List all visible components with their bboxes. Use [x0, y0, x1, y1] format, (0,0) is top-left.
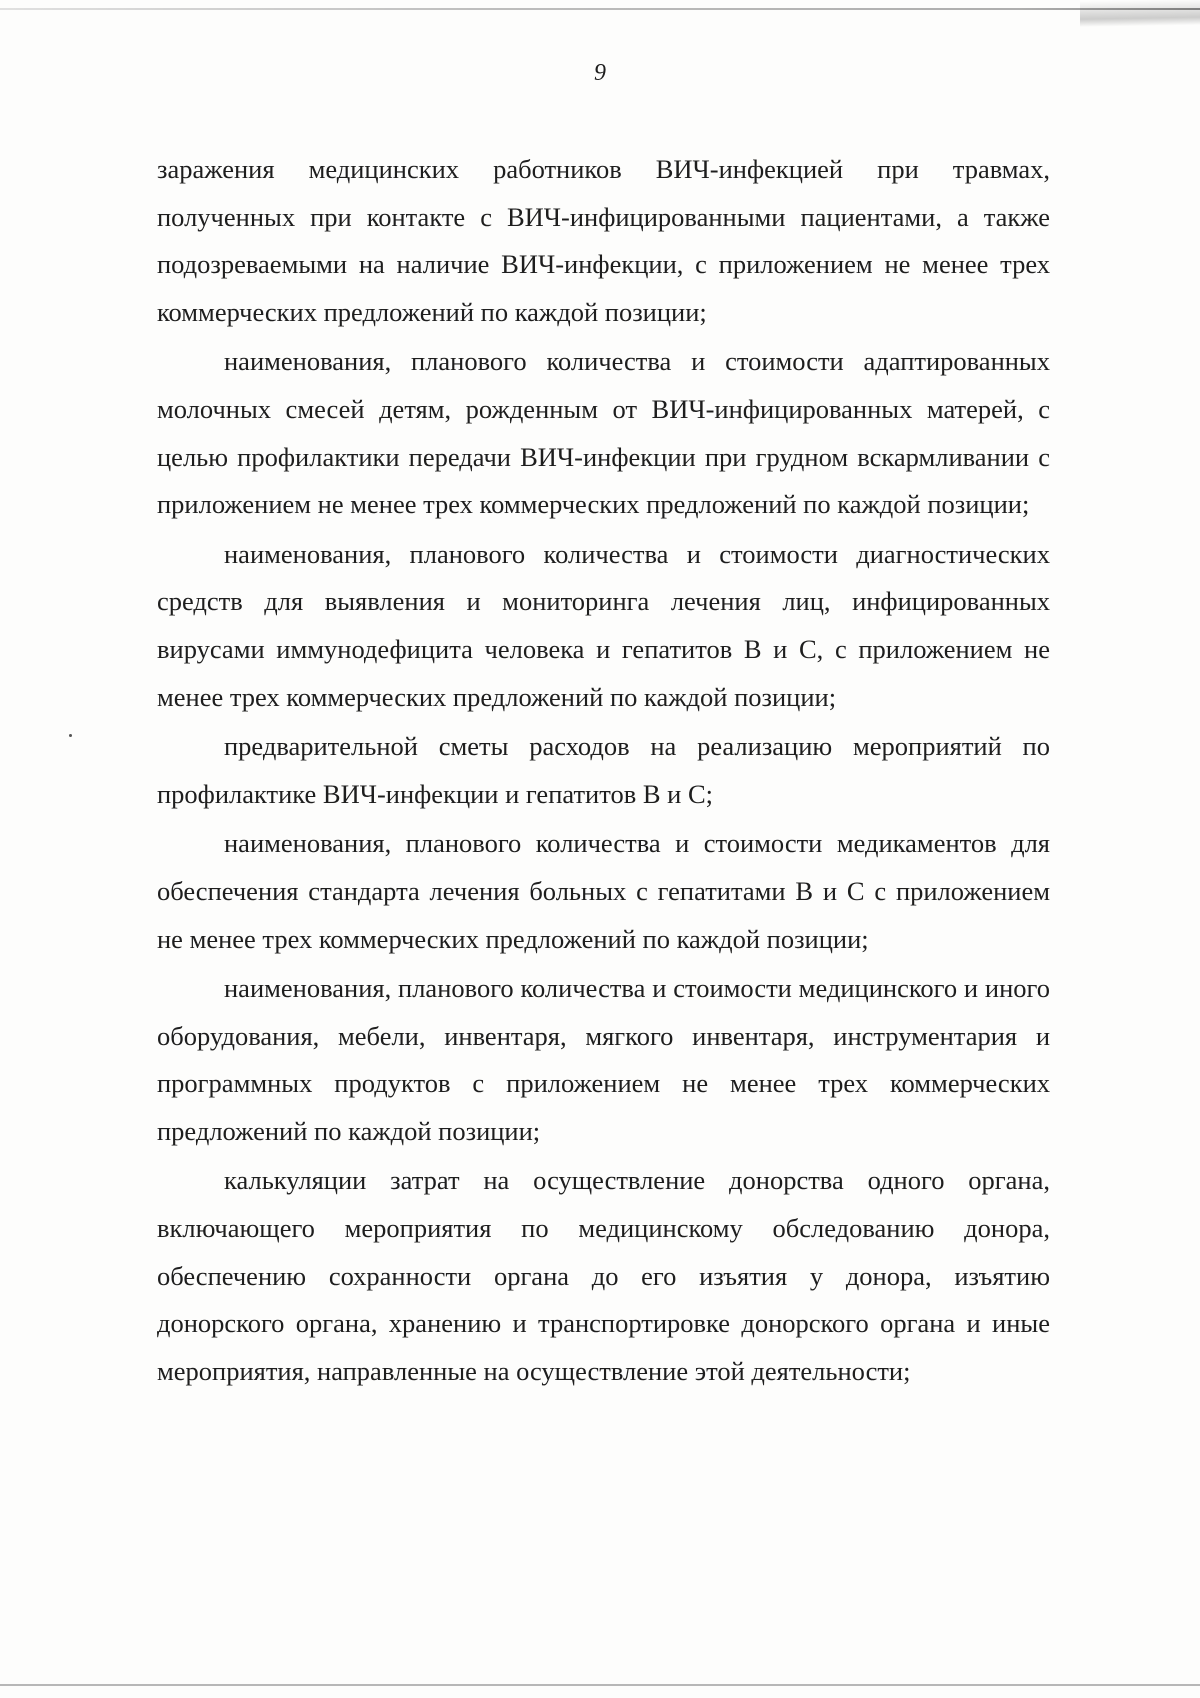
scan-edge-top [0, 8, 1200, 10]
paragraph-continuation: заражения медицинских работников ВИЧ-инфекцией при травмах, полученных при контакте с ВИЧ-инфицированными пациентами, а также подозреваемыми на наличие ВИЧ-инфекции, с приложением не менее трех коммерческих предложений по каждой позиции; [157, 154, 1050, 327]
paragraph-equipment: наименования, планового количества и стоимости медицинского и иного оборудования, мебели, инвентаря, мягкого инвентаря, инструментария и программных продуктов с приложением не менее трех коммерческих предложений по каждой позиции; [157, 973, 1050, 1146]
paragraph-diagnostics: наименования, планового количества и стоимости диагностических средств для выявления и мониторинга лечения лиц, инфицированных вирусами иммунодефицита человека и гепатитов В и С, с приложением не менее трех коммерческих предложений по каждой позиции; [157, 538, 1050, 712]
paragraph-milk-formula: наименования, планового количества и стоимости адаптированных молочных смесей детям, рожденным от ВИЧ-инфицированных матерей, с целью профилактики передачи ВИЧ-инфекции при грудном вскармливании с приложением не менее трех коммерческих предложений по каждой позиции; [157, 346, 1050, 520]
page-number: 9 [594, 60, 606, 86]
scan-edge-bottom [0, 1684, 1200, 1686]
paragraph-cost-estimate: предварительной сметы расходов на реализацию мероприятий по профилактике ВИЧ-инфекции и гепатитов В и С; [157, 731, 1050, 809]
paragraph-organ-donation: калькуляции затрат на осуществление донорства одного органа, включающего мероприятия по медицинскому обследованию донора, обеспечению сохранности органа до его изъятия у донора, изъятию донорского органа, хранению и транспортировке донорского органа и иные мероприятия, направленные на осуществление этой деятельности; [157, 1165, 1050, 1386]
document-body [157, 146, 1050, 1397]
scan-shadow-corner [1080, 0, 1200, 27]
scan-speck [69, 734, 72, 737]
paragraph-medications: наименования, планового количества и стоимости медикаментов для обеспечения стандарта лечения больных с гепатитами В и С с приложением не менее трех коммерческих предложений по каждой позиции; [157, 828, 1050, 954]
